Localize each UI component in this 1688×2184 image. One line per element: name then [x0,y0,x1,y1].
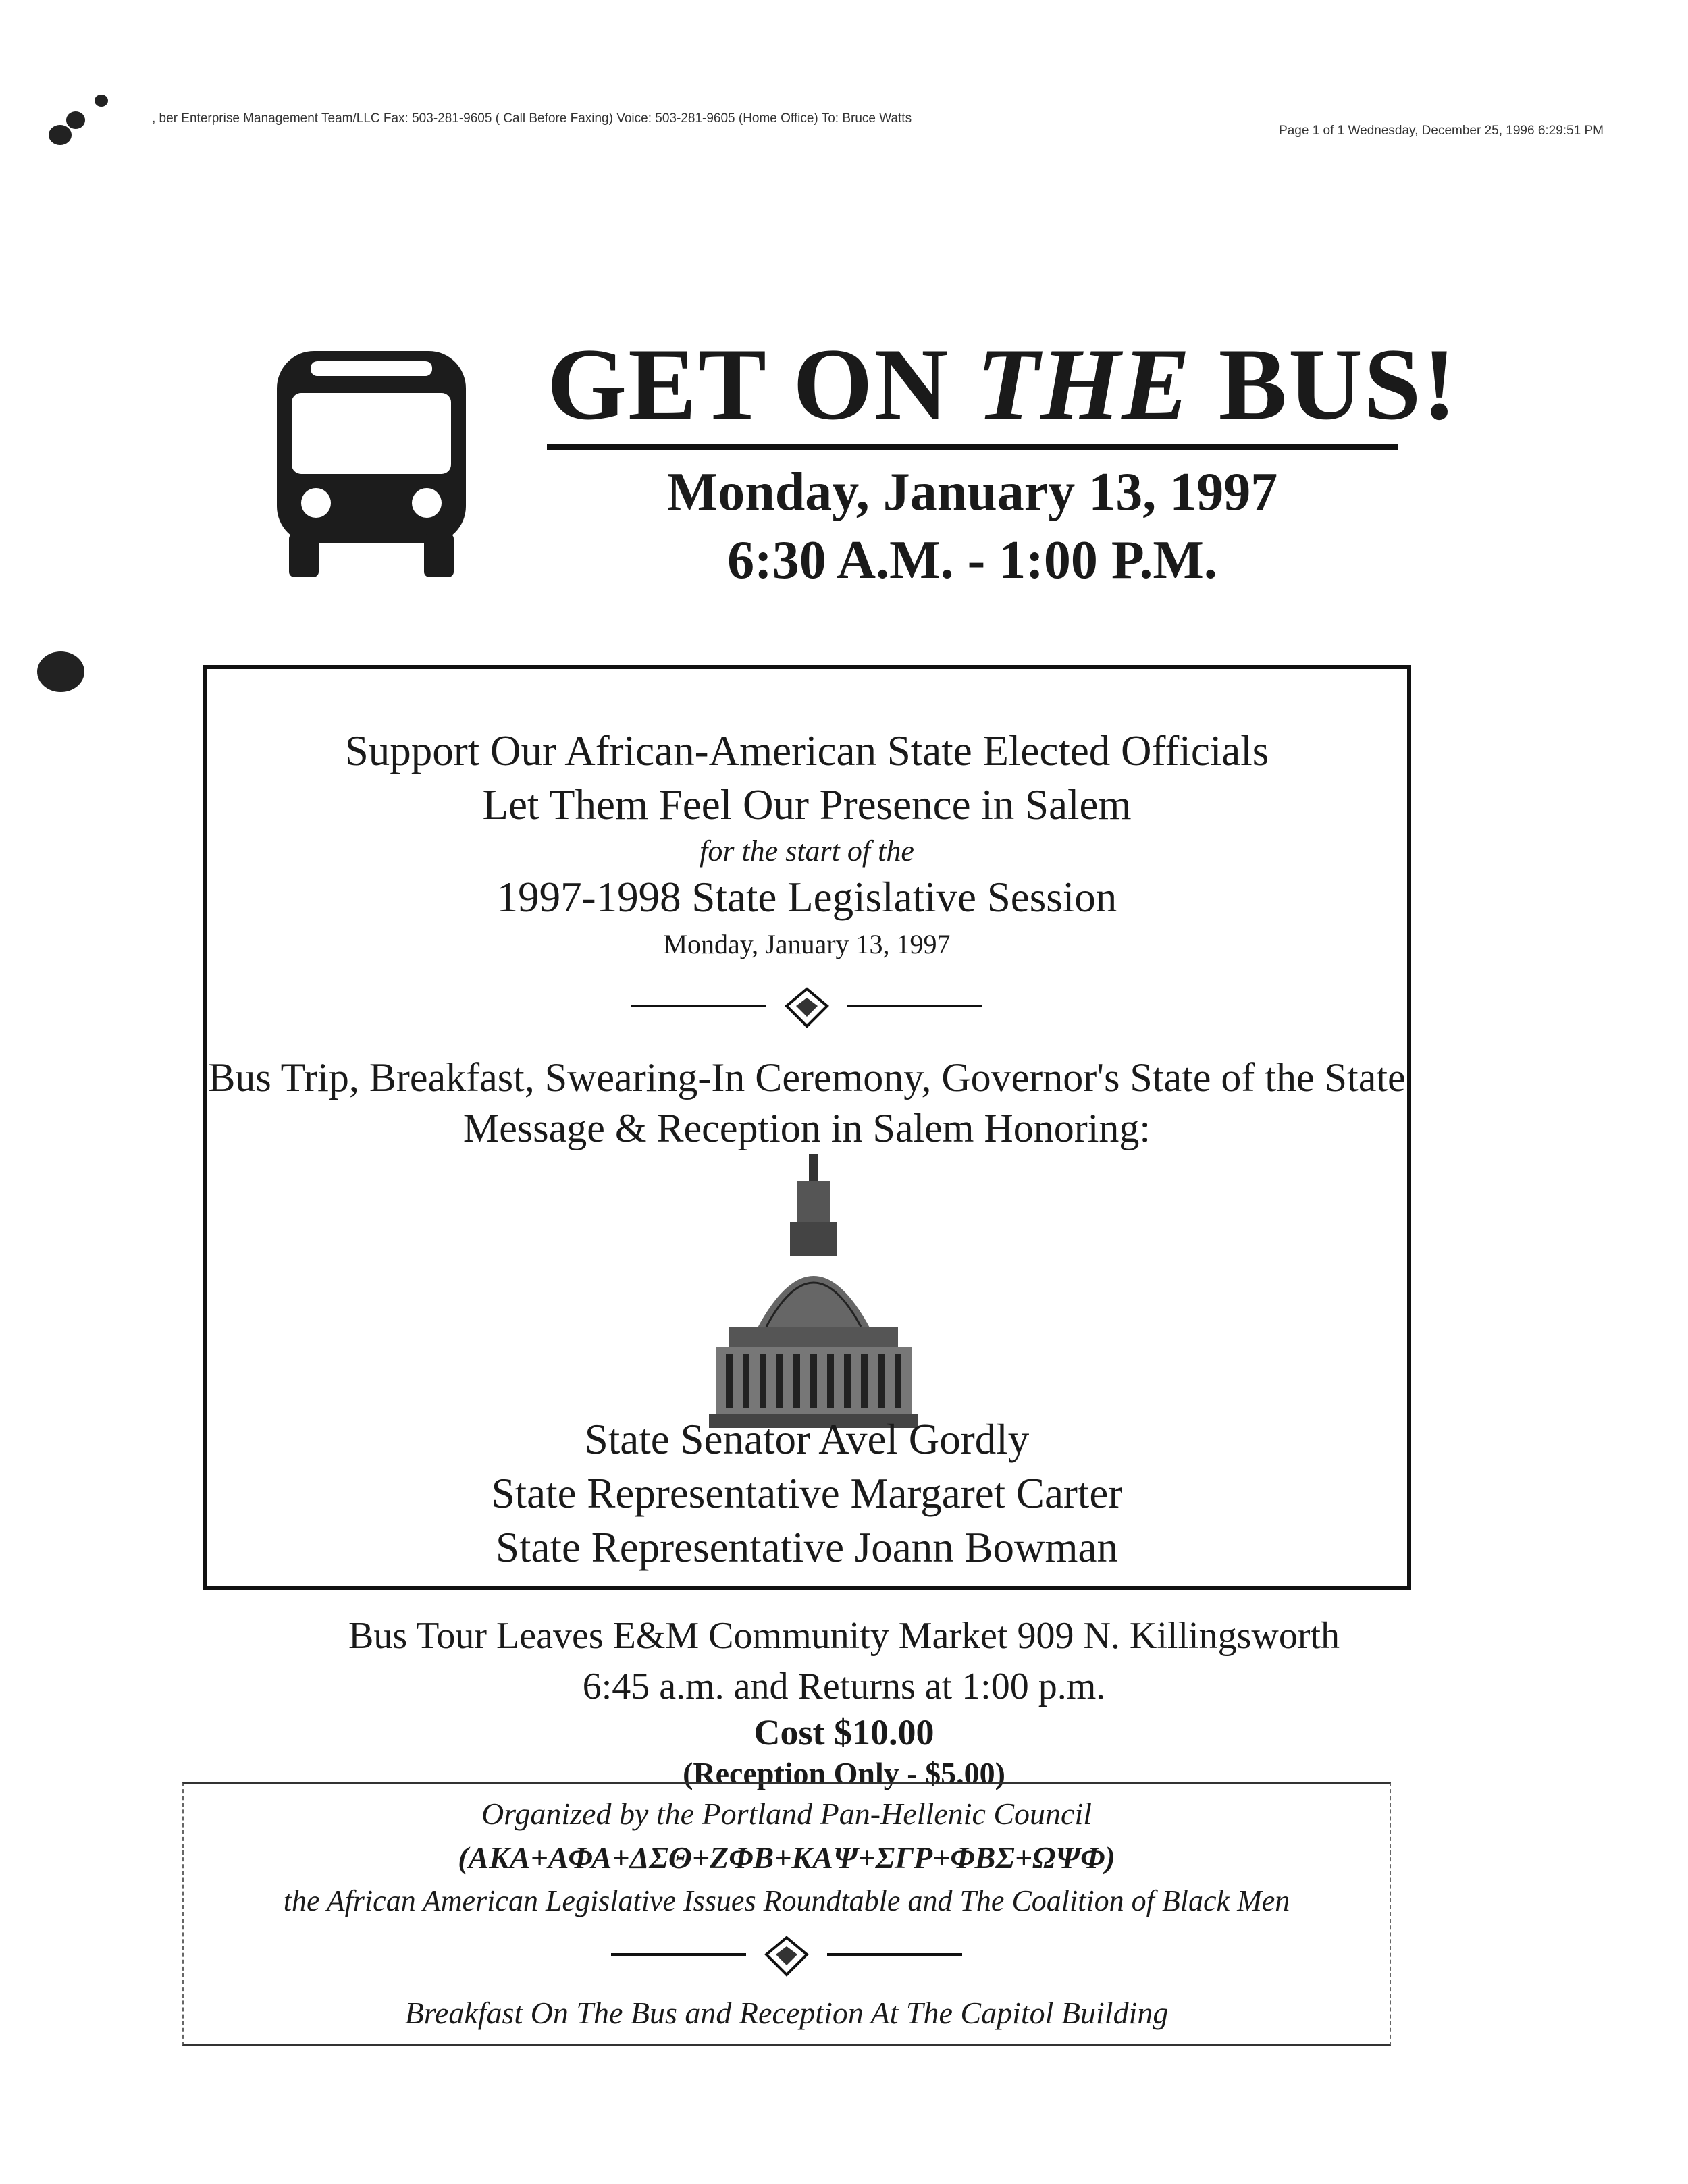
scan-smudge [49,125,72,145]
event-date: Monday, January 13, 1997 [666,462,1278,522]
support-line: Support Our African-American State Elected Officials [344,727,1269,774]
honoree-senator: State Senator Avel Gordly [584,1416,1030,1463]
scan-smudge [37,651,84,692]
page-title [547,327,1458,450]
ornament-divider [631,986,982,1033]
presence-line: Let Them Feel Our Presence in Salem [482,781,1132,828]
honoree-rep-bowman: State Representative Joann Bowman [495,1524,1119,1571]
fax-header-right: Page 1 of 1 Wednesday, December 25, 1996 6:29:51 PM [1279,124,1604,138]
fax-header-left: , ber Enterprise Management Team/LLC Fax: 503-281-9605 ( Call Before Faxing) Voice: 503-281-9605 (Home Office) To: Bruce Watts [152,111,912,126]
title-part: BUS! [1191,327,1458,441]
trip-departure: Bus Tour Leaves E&M Community Market 909 N. Killingsworth [348,1615,1340,1657]
title-emphasis: THE [976,327,1192,441]
capitol-building-icon [702,1154,925,1431]
bus-icon [270,351,473,581]
breakfast-line: Breakfast On The Bus and Reception At The Capitol Building [404,1996,1169,2030]
events-line-1: Bus Trip, Breakfast, Swearing-In Ceremony, Governor's State of the State [208,1055,1406,1100]
event-time: 6:30 A.M. - 1:00 P.M. [727,530,1217,590]
organizer-line: Organized by the Portland Pan-Hellenic Council [481,1796,1092,1831]
trip-times: 6:45 a.m. and Returns at 1:00 p.m. [582,1666,1106,1707]
events-line-2: Message & Reception in Salem Honoring: [463,1106,1151,1150]
start-line: for the start of the [700,834,914,868]
greek-letters-line: (ΑΚΑ+ΑΦΑ+ΔΣΘ+ΖΦΒ+ΚΑΨ+ΣΓΡ+ΦΒΣ+ΩΨΦ) [458,1840,1115,1875]
scan-smudge [95,95,108,107]
honoree-rep-carter: State Representative Margaret Carter [491,1470,1123,1517]
reception-cost: (Reception Only - $5.00) [683,1756,1005,1790]
session-date: Monday, January 13, 1997 [663,929,951,959]
coalition-line: the African American Legislative Issues Roundtable and The Coalition of Black Men [283,1884,1290,1917]
title-part: GET ON [547,327,977,441]
headline [547,327,1458,591]
fax-header [152,105,1604,138]
session-line: 1997-1998 State Legislative Session [496,874,1117,921]
scan-smudge [66,111,85,129]
trip-cost: Cost $10.00 [754,1712,934,1753]
ornament-divider [611,1934,962,1981]
